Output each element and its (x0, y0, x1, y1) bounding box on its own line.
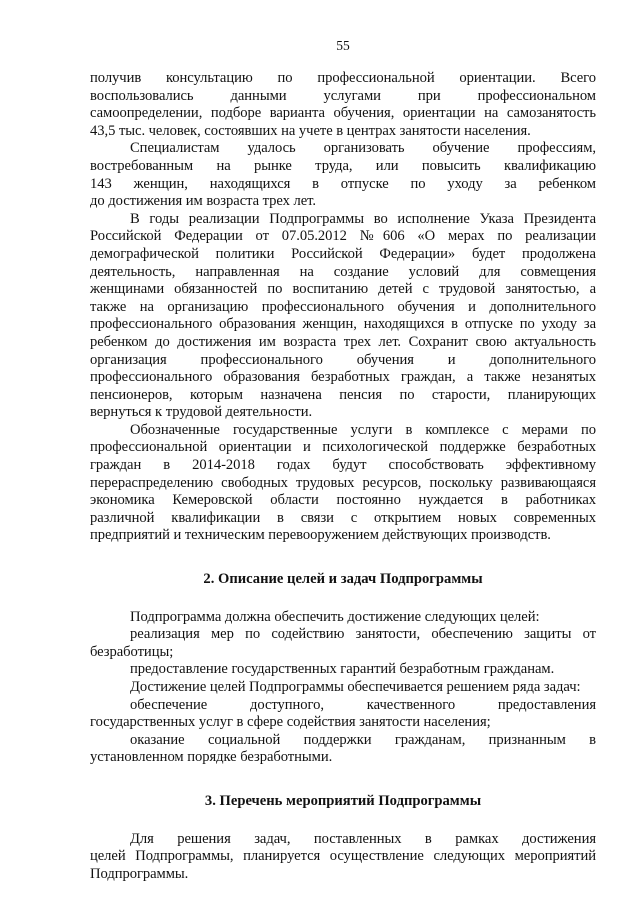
text-line: Подпрограммы. (90, 865, 189, 882)
text-line: до достижения им возраста трех лет. (90, 193, 316, 210)
spacer (90, 767, 596, 793)
text-line: Для решения задач, поставленных в рамках достижения (130, 830, 596, 847)
text-line: деятельность, направленная на создание условий для совмещения (90, 263, 596, 280)
spacer (90, 811, 596, 831)
text-line: женщинами обязанностей по воспитанию детей с трудовой занятостью, а (90, 281, 596, 298)
text-line: воспользовались данными услугами при профессиональном (90, 87, 596, 104)
text-line: востребованным на рынке труда, или повысить квалификацию (90, 157, 596, 174)
text-line: безработицы; (90, 643, 174, 660)
text-line: 143 женщин, находящихся в отпуске по уходу за ребенком (90, 175, 596, 192)
text-line: перераспределению свободных трудовых ресурсов, поскольку развивающаяся (90, 474, 596, 491)
text-line: организация профессионального обучения и дополнительного (90, 351, 596, 368)
text-line: Российской Федерации от 07.05.2012 №606 «О мерах по реализации (90, 228, 596, 245)
text-line: граждан в 2014-2018 годах будут способствовать эффективному (90, 457, 596, 474)
text-line: демографической политики Российской Федерации» будет продолжена (90, 245, 596, 262)
spacer (90, 545, 596, 571)
text-line: профессионального образования безработных граждан, а также незанятых (90, 369, 596, 386)
text-line: целей Подпрограммы, планируется осуществление следующих мероприятий (90, 848, 596, 865)
text-line: экономика Кемеровской области постоянно нуждается в работниках (90, 492, 596, 509)
section-goals-body (90, 609, 596, 767)
text-line: ребенком до достижения им возраста трех лет. Сохранит свою актуальность (90, 333, 596, 350)
text-line: пенсионеров, которым назначена пенсия по старости, планирующих (90, 386, 596, 403)
text-line: вернуться к трудовой деятельности. (90, 404, 313, 421)
paragraph-services (90, 422, 596, 545)
text-line: оказание социальной поддержки гражданам, признанным в (130, 731, 596, 748)
paragraph-specialists (90, 140, 596, 210)
text-line: самоопределении, подборе варианта обучения, ориентации на самозанятость (90, 105, 596, 122)
section-heading-goals: 2. Описание целей и задач Подпрограммы (203, 571, 483, 588)
text-line: Обозначенные государственные услуги в комплексе с мерами по (130, 421, 596, 438)
text-line: предприятий и техническим перевооружением действующих производств. (90, 527, 551, 544)
text-line: получив консультацию по профессиональной ориентации. Всего (90, 70, 596, 86)
text-line: различной квалификации в связи с открытием новых современных (90, 509, 596, 526)
text-line: реализация мер по содействию занятости, обеспечению защиты от (130, 626, 596, 643)
section-heading-activities: 3. Перечень мероприятий Подпрограммы (204, 792, 482, 809)
text-line: государственных услуг в сфере содействия занятости населения; (90, 714, 491, 731)
paragraph-decree (90, 211, 596, 422)
text-line: обеспечение доступного, качественного предоставления (130, 696, 596, 713)
text-line: Достижение целей Подпрограммы обеспечивается решением ряда задач: (130, 679, 581, 695)
section-activities-body (90, 831, 596, 884)
text-line: предоставление государственных гарантий безработным гражданам. (130, 661, 555, 678)
text-line: В годы реализации Подпрограммы во исполнение Указа Президента (130, 210, 596, 227)
text-line: профессионального образования женщин, находящихся в отпуске по уходу за (90, 316, 596, 333)
document-page (90, 38, 596, 883)
text-line: Специалистам удалось организовать обучение профессиям, (130, 140, 596, 157)
text-line: 43,5 тыс. человек, состоявших на учете в центрах занятости населения. (90, 122, 531, 139)
page-number: 55 (336, 38, 350, 53)
spacer (90, 589, 596, 609)
text-line: также на организацию профессионального обучения и дополнительного (90, 298, 596, 315)
text-line: установленном порядке безработными. (90, 749, 333, 766)
text-line: Подпрограмма должна обеспечить достижение следующих целей: (130, 608, 540, 625)
paragraph-intro (90, 70, 596, 140)
text-line: профессиональной ориентации и психологической поддержке безработных (90, 439, 596, 456)
